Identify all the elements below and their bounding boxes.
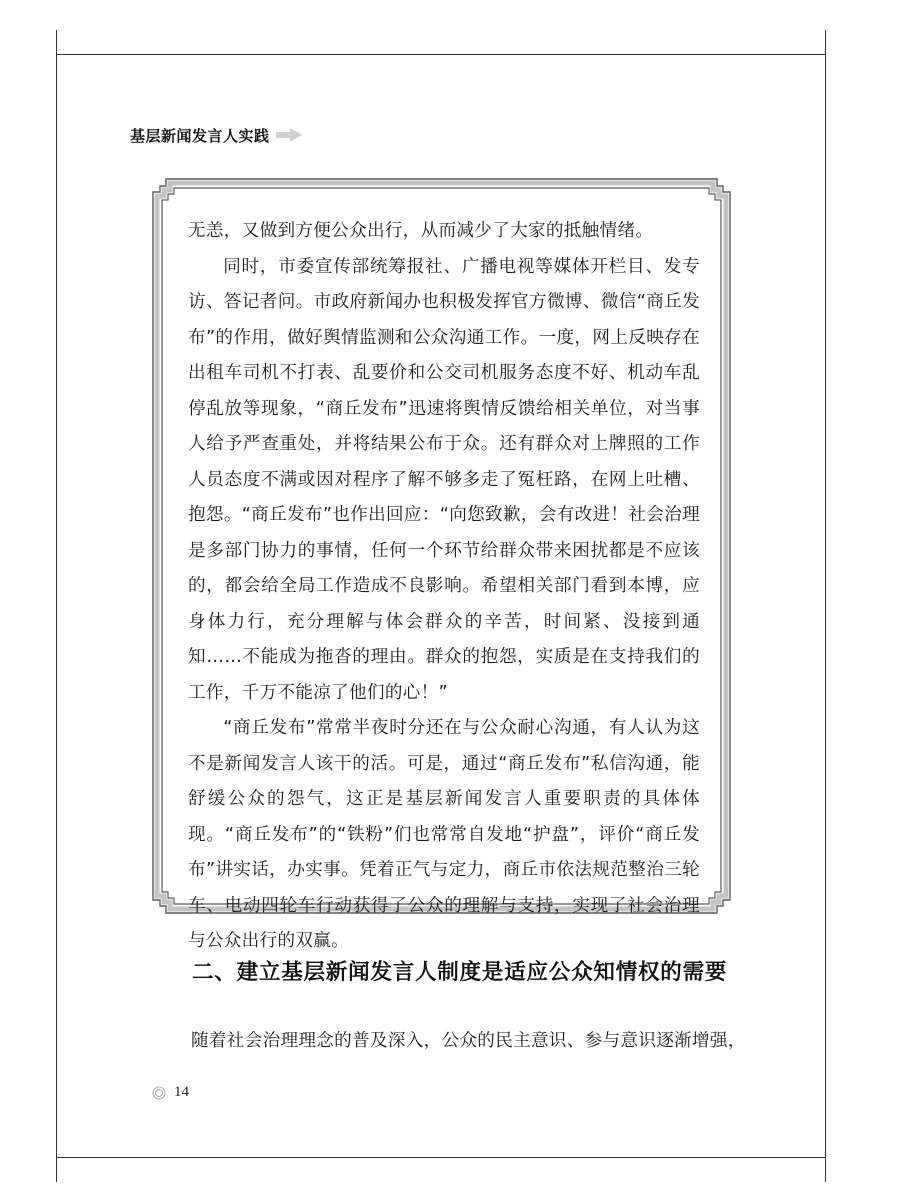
running-head-title: 基层新闻发言人实践 bbox=[130, 126, 270, 145]
box-paragraph-3: “商丘发布”常常半夜时分还在与公众耐心沟通，有人认为这不是新闻发言人该干的活。可是，通过“商丘发布”私信沟通，能舒缓公众的怨气，这正是基层新闻发言人重要职责的具体体现。“商丘发布”的“铁粉”们也常常自发地“护盘”，评价“商丘发布”讲实话，办实事。凭着正气与定力，商丘市依法规范整治三轮车、电动四轮车行动获得了公众的理解与支持，实现了社会治理与公众出行的双赢。 bbox=[188, 718, 700, 951]
case-box-text bbox=[188, 214, 700, 960]
body-paragraph: 随着社会治理理念的普及深入，公众的民主意识、参与意识逐渐增强， bbox=[191, 1031, 746, 1051]
circle-ornament-icon bbox=[152, 1086, 166, 1100]
crop-mark bbox=[56, 1158, 57, 1182]
crop-mark bbox=[825, 30, 826, 54]
box-paragraph-1: 无恙，又做到方便公众出行，从而减少了大家的抵触情绪。 bbox=[188, 221, 654, 241]
box-paragraph-2: 同时，市委宣传部统筹报社、广播电视等媒体开栏目、发专访、答记者问。市政府新闻办也积极发挥官方微博、微信“商丘发布”的作用，做好舆情监测和公众沟通工作。一度，网上反映存在出租车司机不打表、乱要价和公交司机服务态度不好、机动车乱停乱放等现象，“商丘发布”迅速将舆情反馈给相关单位，对当事人给予严查重处，并将结果公布于众。还有群众对上牌照的工作人员态度不满或因对程序了解不够多走了冤枉路，在网上吐槽、抱怨。“商丘发布”也作出回应：“向您致歉，会有改进！社会治理是多部门协力的事情，任何一个环节给群众带来困扰都是不应该的，都会给全局工作造成不良影响。希望相关部门看到本博，应身体力行，充分理解与体会群众的辛苦，时间紧、没接到通知……不能成为拖沓的理由。群众的抱怨，实质是在支持我们的工作，千万不能凉了他们的心！” bbox=[188, 256, 700, 703]
section-heading: 二、建立基层新闻发言人制度是适应公众知情权的需要 bbox=[192, 960, 728, 985]
arrow-icon bbox=[276, 128, 302, 142]
crop-mark bbox=[825, 1158, 826, 1182]
running-head bbox=[130, 124, 302, 146]
page-number: 14 bbox=[174, 1084, 189, 1100]
crop-mark bbox=[56, 30, 57, 54]
page-footer bbox=[152, 1084, 189, 1101]
